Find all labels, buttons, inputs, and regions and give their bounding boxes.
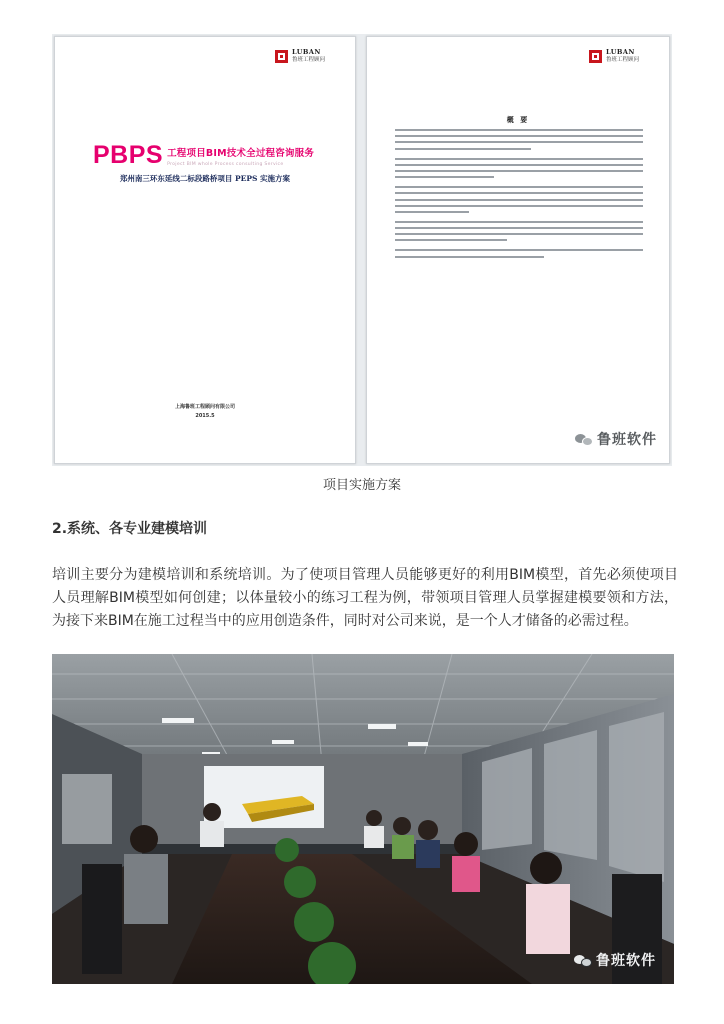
text-line	[395, 176, 494, 178]
cover-company: 上海鲁班工程顾问有限公司	[174, 404, 235, 410]
text-line	[395, 211, 469, 213]
section-heading: 2.系统、各专业建模培训	[52, 521, 208, 537]
photo-watermark-text: 鲁班软件	[596, 953, 656, 969]
luban-logo-cn: 鲁班工程顾问	[605, 56, 639, 63]
luban-logo	[275, 49, 325, 63]
text-line	[395, 129, 643, 131]
abstract-page	[366, 36, 670, 464]
text-line	[395, 164, 643, 166]
text-line	[395, 186, 643, 188]
section-paragraph: 培训主要分为建模培训和系统培训。为了使项目管理人员能够更好的利用BIM模型，首先必须使项目人员理解BIM模型如何创建；以体量较小的练习工程为例，带领项目管理人员掌握建模要领和方法，为接下来BIM在施工过程当中的应用创造条件，同时对公司来说，是一个人才储备的必需过程。	[52, 567, 678, 629]
figure-caption: 项目实施方案	[322, 478, 401, 493]
text-line	[395, 221, 643, 223]
text-line	[395, 249, 643, 251]
text-line	[395, 135, 643, 137]
luban-logo-en: LUBAN	[605, 48, 635, 56]
cover-date: 2015.5	[195, 413, 215, 419]
watermark-text: 鲁班软件	[597, 432, 657, 448]
pbps-letters: PBPS	[93, 141, 164, 169]
pbps-logo	[93, 141, 314, 170]
document-preview-figure	[52, 34, 672, 466]
watermark	[575, 429, 657, 449]
training-room-illustration	[52, 654, 674, 984]
luban-logo-en: LUBAN	[291, 48, 321, 56]
wechat-icon	[574, 954, 592, 966]
text-line	[395, 141, 643, 143]
text-line	[395, 205, 643, 207]
text-line	[395, 239, 507, 241]
pbps-subtitle-en: Project BIM whole Process consulting Service	[167, 161, 284, 167]
cover-page	[54, 36, 356, 464]
text-line	[395, 170, 643, 172]
text-line	[395, 148, 531, 150]
pbps-subtitle-cn: 工程项目BIM技术全过程咨询服务	[167, 147, 315, 159]
photo-watermark	[574, 950, 656, 970]
training-photo	[52, 654, 674, 984]
text-line	[395, 233, 643, 235]
text-line	[395, 227, 643, 229]
wechat-icon	[575, 433, 593, 445]
luban-logo-icon	[589, 50, 602, 63]
abstract-title: 概 要	[506, 116, 530, 124]
luban-logo-cn: 鲁班工程顾问	[291, 56, 325, 63]
text-line	[395, 199, 643, 201]
text-line	[395, 256, 544, 258]
abstract-text-block	[395, 129, 643, 266]
text-line	[395, 158, 643, 160]
cover-project-title: 郑州南三环东延线二标段路桥项目 PEPS 实施方案	[119, 174, 291, 183]
luban-logo	[589, 49, 639, 63]
luban-logo-icon	[275, 50, 288, 63]
text-line	[395, 192, 643, 194]
